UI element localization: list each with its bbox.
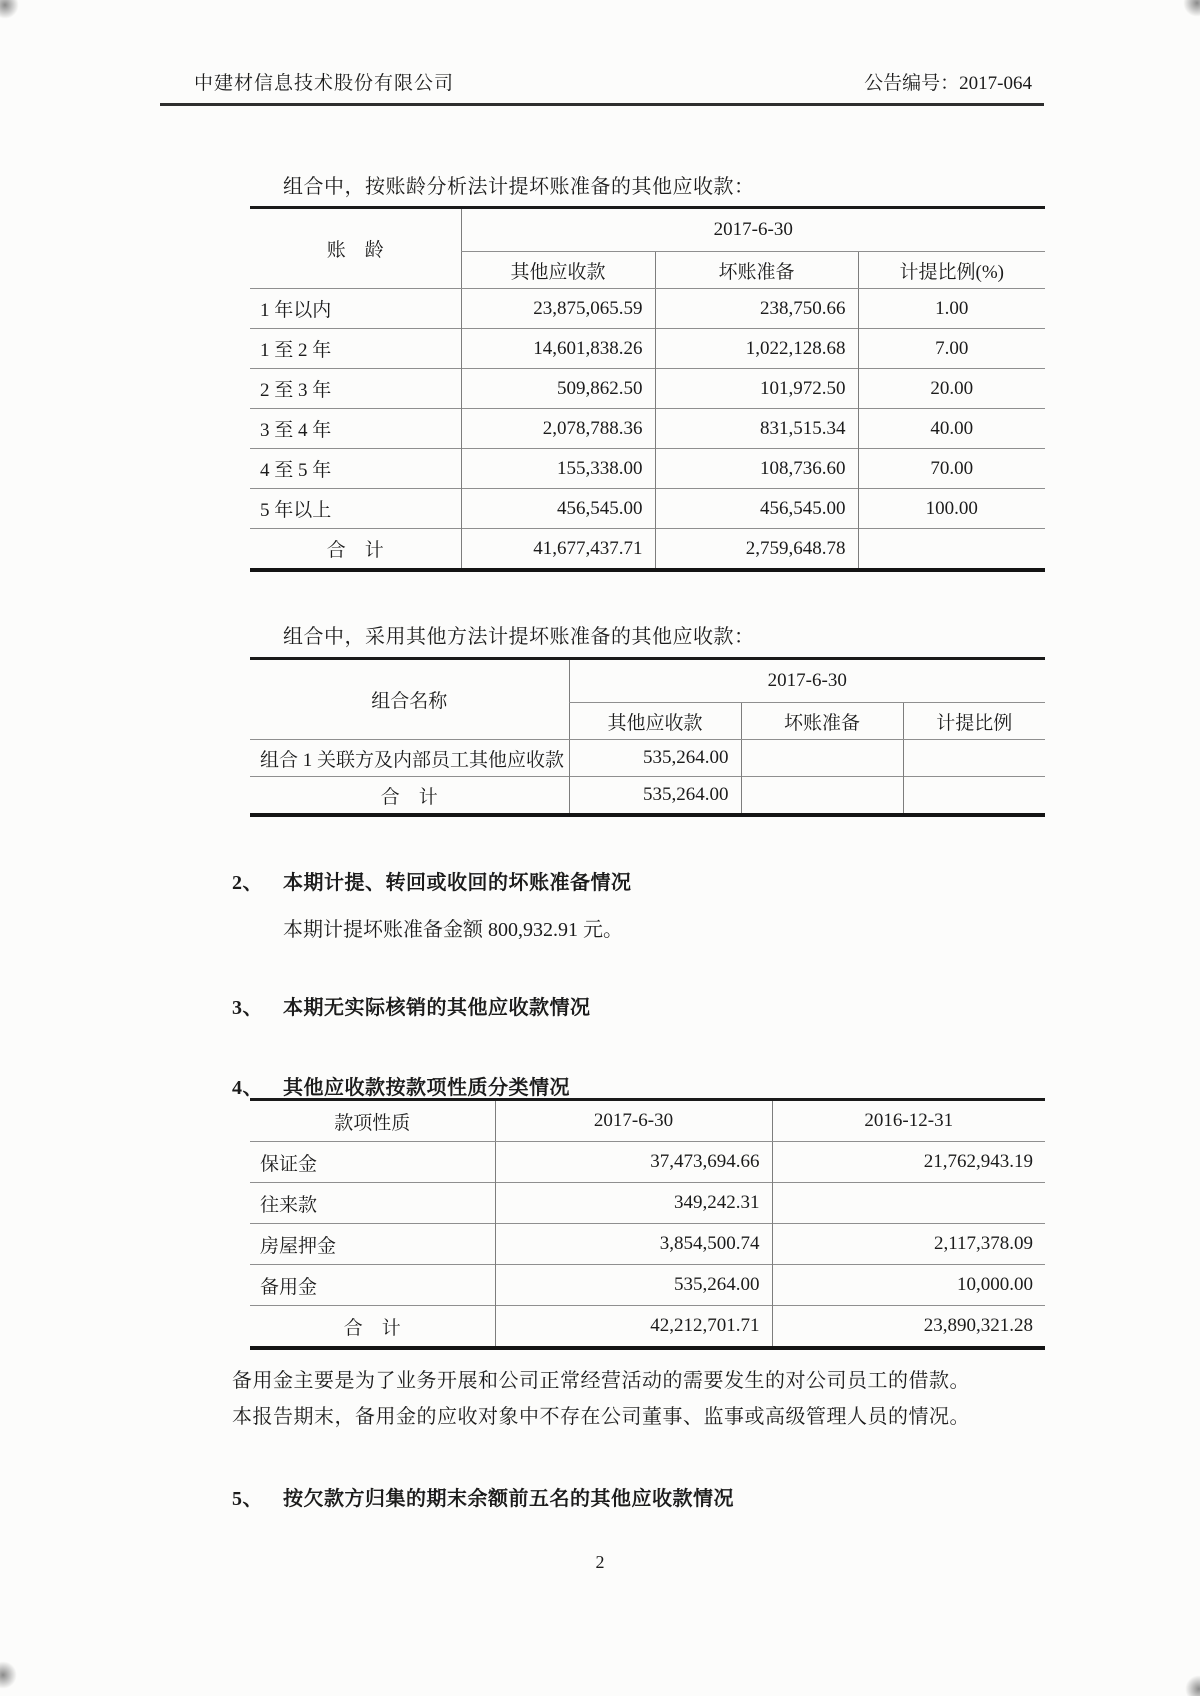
nature-prior-cell: 10,000.00	[772, 1265, 1045, 1306]
combination-total-ratio	[903, 777, 1045, 816]
nature-col-prior: 2016-12-31	[772, 1100, 1045, 1142]
section-3-heading	[232, 991, 591, 1020]
aging-label-cell: 5 年以上	[250, 489, 461, 529]
aging-total-row	[250, 529, 1045, 571]
aging-row	[250, 409, 1045, 449]
nature-label-cell: 保证金	[250, 1142, 495, 1183]
nature-col-current: 2017-6-30	[495, 1100, 772, 1142]
header-rule	[160, 103, 1044, 106]
combination-label-cell: 组合 1 关联方及内部员工其他应收款	[250, 740, 569, 777]
nature-label-cell: 备用金	[250, 1265, 495, 1306]
aging-label-cell: 3 至 4 年	[250, 409, 461, 449]
aging-row	[250, 329, 1045, 369]
aging-label-cell: 4 至 5 年	[250, 449, 461, 489]
aging-amount-cell: 23,875,065.59	[461, 289, 655, 329]
announcement-number	[600, 68, 1032, 95]
nature-table	[250, 1098, 1045, 1350]
combination-col-ratio: 计提比例	[903, 703, 1045, 740]
section-5-heading	[232, 1482, 734, 1511]
nature-row	[250, 1224, 1045, 1265]
combination-total-provision	[741, 777, 903, 816]
combination-total-label: 合 计	[250, 777, 569, 816]
section-2-heading	[232, 866, 632, 895]
combination-ratio-cell	[903, 740, 1045, 777]
nature-total-current: 42,212,701.71	[495, 1306, 772, 1349]
section-2-number: 2、	[232, 872, 263, 894]
nature-total-label: 合 计	[250, 1306, 495, 1349]
nature-total-row	[250, 1306, 1045, 1349]
aging-ratio-cell: 7.00	[858, 329, 1045, 369]
nature-current-cell: 535,264.00	[495, 1265, 772, 1306]
combination-period-header: 2017-6-30	[569, 659, 1045, 703]
nature-total-prior: 23,890,321.28	[772, 1306, 1045, 1349]
nature-row	[250, 1265, 1045, 1306]
scan-artifact-top-left	[0, 0, 20, 20]
section-2-body: 本期计提坏账准备金额 800,932.91 元。	[283, 919, 623, 941]
combination-amount-cell: 535,264.00	[569, 740, 741, 777]
aging-label-cell: 1 年以内	[250, 289, 461, 329]
aging-total-ratio	[858, 529, 1045, 571]
aging-header-period-row	[250, 208, 1045, 252]
aging-ratio-cell: 20.00	[858, 369, 1045, 409]
aging-ratio-cell: 1.00	[858, 289, 1045, 329]
aging-ratio-cell: 100.00	[858, 489, 1045, 529]
combination-col-provision: 坏账准备	[741, 703, 903, 740]
aging-table-title: 组合中，按账龄分析法计提坏账准备的其他应收款：	[283, 176, 755, 198]
aging-provision-cell: 831,515.34	[655, 409, 858, 449]
aging-provision-cell: 238,750.66	[655, 289, 858, 329]
aging-amount-cell: 456,545.00	[461, 489, 655, 529]
scan-artifact-bottom-right	[1184, 1674, 1200, 1696]
combination-total-amount: 535,264.00	[569, 777, 741, 816]
combination-total-row	[250, 777, 1045, 816]
aging-provision-cell: 1,022,128.68	[655, 329, 858, 369]
section-5-number: 5、	[232, 1488, 263, 1510]
nature-row	[250, 1142, 1045, 1183]
aging-col-provision: 坏账准备	[655, 252, 858, 289]
aging-col-ratio: 计提比例(%)	[858, 252, 1045, 289]
nature-current-cell: 349,242.31	[495, 1183, 772, 1224]
section-4-title: 其他应收款按款项性质分类情况	[283, 1077, 570, 1099]
nature-prior-cell	[772, 1183, 1045, 1224]
nature-col-nature: 款项性质	[250, 1100, 495, 1142]
combination-corner-header: 组合名称	[250, 659, 569, 740]
aging-provision-cell: 101,972.50	[655, 369, 858, 409]
aging-total-provision: 2,759,648.78	[655, 529, 858, 571]
aging-total-amount: 41,677,437.71	[461, 529, 655, 571]
aging-amount-cell: 509,862.50	[461, 369, 655, 409]
section-3-title: 本期无实际核销的其他应收款情况	[283, 997, 591, 1019]
combination-table-title: 组合中，采用其他方法计提坏账准备的其他应收款：	[283, 626, 755, 648]
section-5-title: 按欠款方归集的期末余额前五名的其他应收款情况	[283, 1488, 734, 1510]
aging-ratio-cell: 40.00	[858, 409, 1045, 449]
aging-amount-cell: 2,078,788.36	[461, 409, 655, 449]
aging-amount-cell: 14,601,838.26	[461, 329, 655, 369]
announcement-label: 公告编号：	[864, 73, 960, 94]
nature-label-cell: 往来款	[250, 1183, 495, 1224]
nature-row	[250, 1183, 1045, 1224]
announcement-value: 2017-064	[959, 73, 1032, 94]
aging-row	[250, 449, 1045, 489]
aging-provision-cell: 456,545.00	[655, 489, 858, 529]
aging-row	[250, 489, 1045, 529]
nature-current-cell: 3,854,500.74	[495, 1224, 772, 1265]
aging-row	[250, 369, 1045, 409]
aging-corner-header: 账 龄	[250, 208, 461, 289]
combination-row	[250, 740, 1045, 777]
aging-label-cell: 1 至 2 年	[250, 329, 461, 369]
section-2-title: 本期计提、转回或收回的坏账准备情况	[283, 872, 632, 894]
aging-table	[250, 206, 1045, 572]
note-line-2: 本报告期末，备用金的应收对象中不存在公司董事、监事或高级管理人员的情况。	[232, 1406, 970, 1428]
nature-prior-cell: 2,117,378.09	[772, 1224, 1045, 1265]
combination-table	[250, 657, 1045, 817]
aging-row	[250, 289, 1045, 329]
aging-period-header: 2017-6-30	[461, 208, 1045, 252]
combination-header-period-row	[250, 659, 1045, 703]
aging-label-cell: 2 至 3 年	[250, 369, 461, 409]
aging-ratio-cell: 70.00	[858, 449, 1045, 489]
section-3-number: 3、	[232, 997, 263, 1019]
aging-amount-cell: 155,338.00	[461, 449, 655, 489]
combination-provision-cell	[741, 740, 903, 777]
aging-provision-cell: 108,736.60	[655, 449, 858, 489]
page-number: 2	[595, 1552, 605, 1572]
aging-total-label: 合 计	[250, 529, 461, 571]
section-4-heading	[232, 1071, 570, 1100]
nature-prior-cell: 21,762,943.19	[772, 1142, 1045, 1183]
nature-label-cell: 房屋押金	[250, 1224, 495, 1265]
nature-header-row	[250, 1100, 1045, 1142]
combination-col-receivable: 其他应收款	[569, 703, 741, 740]
scan-artifact-top-right	[1182, 0, 1200, 18]
nature-current-cell: 37,473,694.66	[495, 1142, 772, 1183]
section-4-number: 4、	[232, 1077, 263, 1099]
scan-artifact-bottom-left	[0, 1660, 18, 1690]
company-name: 中建材信息技术股份有限公司	[194, 73, 455, 94]
note-line-1: 备用金主要是为了业务开展和公司正常经营活动的需要发生的对公司员工的借款。	[232, 1370, 970, 1392]
aging-col-receivable: 其他应收款	[461, 252, 655, 289]
